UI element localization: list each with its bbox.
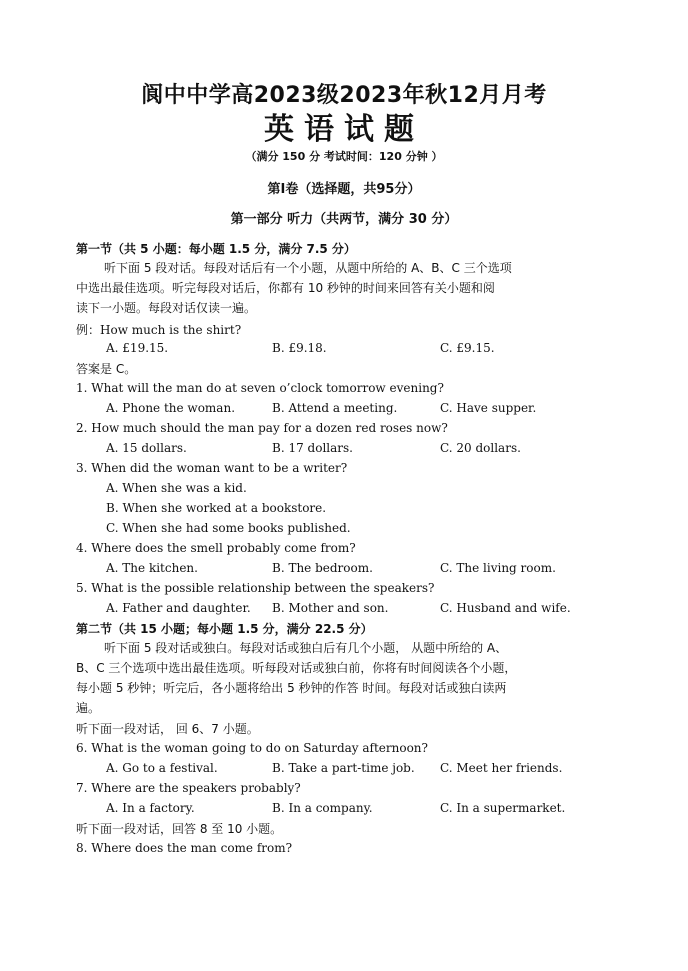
volume-heading: 第Ⅰ卷（选择题，共95分） <box>267 182 421 197</box>
q1-option-c: C. Have supper. <box>440 401 537 415</box>
question-5: 5. What is the possible relationship between the speakers? <box>76 581 435 595</box>
q6-option-b: B. Take a part-time job. <box>272 761 415 775</box>
section1-directions <box>76 258 616 318</box>
q7-option-a: A. In a factory. <box>106 801 195 815</box>
example-option-c: C. £9.15. <box>440 341 495 355</box>
directions-line: 每小题 5 秒钟；听完后，各小题将给出 5 秒钟的作答 时间。每段对话或独白读两 <box>76 681 507 695</box>
example-option-a: A. £19.15. <box>106 341 169 355</box>
question-6: 6. What is the woman going to do on Saturday afternoon? <box>76 741 428 755</box>
q5-option-a: A. Father and daughter. <box>106 601 251 615</box>
lead-6-7: 听下面一段对话， 回 6、7 小题。 <box>76 722 259 736</box>
q4-option-b: B. The bedroom. <box>272 561 373 575</box>
question-1: 1. What will the man do at seven o’clock tomorrow evening? <box>76 381 444 395</box>
directions-line: B、C 三个选项中选出最佳选项。听每段对话或独白前，你将有时间阅读各个小题， <box>76 661 517 675</box>
q2-option-c: C. 20 dollars. <box>440 441 521 455</box>
q7-option-c: C. In a supermarket. <box>440 801 566 815</box>
directions-line: 中选出最佳选项。听完每段对话后，你都有 10 秒钟的时间来回答有关小题和阅 <box>76 281 495 295</box>
q1-option-a: A. Phone the woman. <box>106 401 236 415</box>
directions-line: 遍。 <box>76 701 101 715</box>
directions-line: 听下面 5 段对话或独白。每段对话或独白后有几个小题， 从题中所给的 A、 <box>104 641 508 655</box>
example-answer: 答案是 C。 <box>76 362 137 376</box>
q4-option-a: A. The kitchen. <box>106 561 198 575</box>
q2-option-a: A. 15 dollars. <box>106 441 187 455</box>
q6-option-c: C. Meet her friends. <box>440 761 563 775</box>
part-heading: 第一部分 听力（共两节，满分 30 分） <box>230 212 458 227</box>
directions-line: 读下一小题。每段对话仅读一遍。 <box>76 301 257 315</box>
subject-title: 英语试题 <box>264 112 424 147</box>
question-2: 2. How much should the man pay for a dozen red roses now? <box>76 421 448 435</box>
section2-heading: 第二节（共 15 小题；每小题 1.5 分，满分 22.5 分） <box>76 622 373 636</box>
q2-option-b: B. 17 dollars. <box>272 441 353 455</box>
q6-option-a: A. Go to a festival. <box>106 761 218 775</box>
q5-option-b: B. Mother and son. <box>272 601 389 615</box>
question-4: 4. Where does the smell probably come from? <box>76 541 356 555</box>
q4-option-c: C. The living room. <box>440 561 556 575</box>
lead-8-10: 听下面一段对话，回答 8 至 10 小题。 <box>76 822 283 836</box>
q5-option-c: C. Husband and wife. <box>440 601 571 615</box>
directions-line: 听下面 5 段对话。每段对话后有一个小题，从题中所给的 A、B、C 三个选项 <box>104 261 512 275</box>
q3-option-c: C. When she had some books published. <box>106 521 351 535</box>
q1-option-b: B. Attend a meeting. <box>272 401 398 415</box>
section1-heading: 第一节（共 5 小题：每小题 1.5 分，满分 7.5 分） <box>76 242 356 256</box>
q7-option-b: B. In a company. <box>272 801 373 815</box>
section2-directions <box>76 638 616 718</box>
example-question: 例：How much is the shirt? <box>76 323 242 337</box>
exam-title: 阆中中学高2023级2023年秋12月月考 <box>141 83 547 108</box>
q3-option-b: B. When she worked at a bookstore. <box>106 501 327 515</box>
example-option-b: B. £9.18. <box>272 341 327 355</box>
q3-option-a: A. When she was a kid. <box>106 481 247 495</box>
question-8: 8. Where does the man come from? <box>76 841 293 855</box>
exam-info: （满分 150 分 考试时间：120 分钟 ） <box>245 150 443 163</box>
question-7: 7. Where are the speakers probably? <box>76 781 301 795</box>
question-3: 3. When did the woman want to be a writer? <box>76 461 348 475</box>
